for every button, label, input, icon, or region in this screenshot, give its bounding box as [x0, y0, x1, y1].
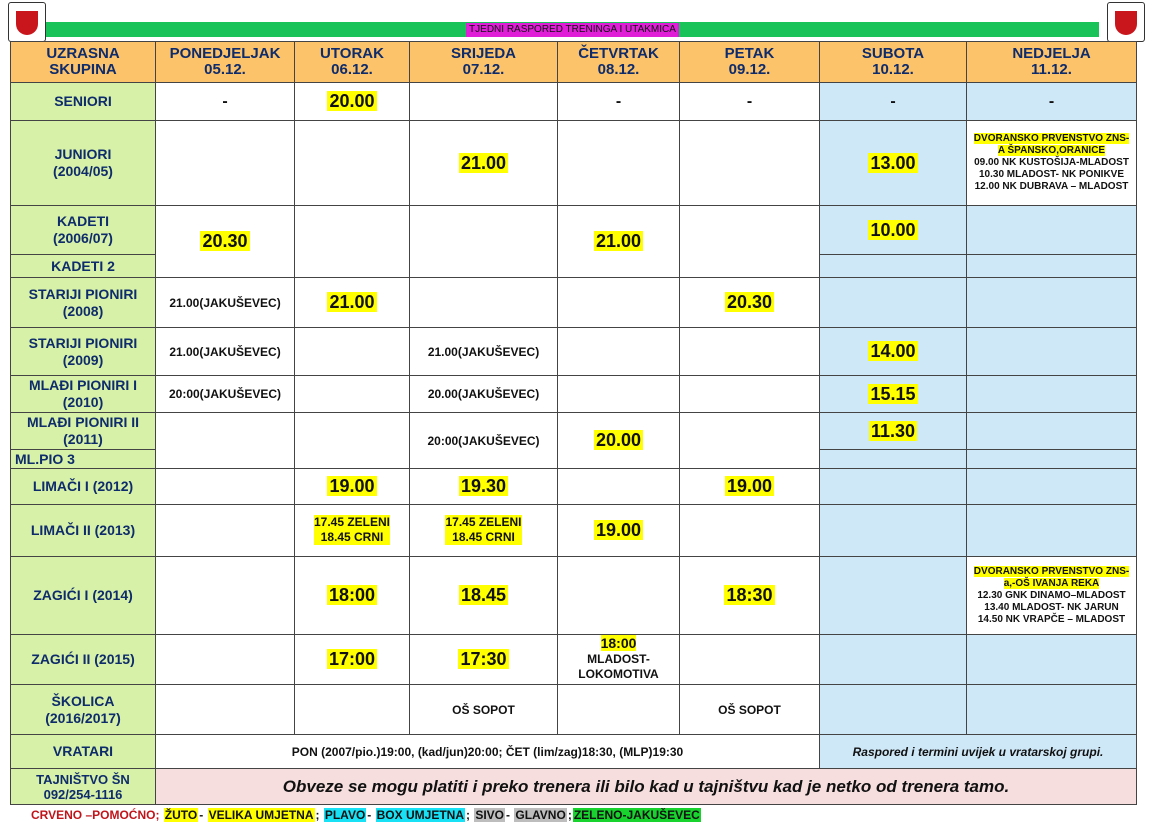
- day-header-mon: PONEDJELJAK 05.12.: [156, 42, 295, 83]
- table-row: [11, 557, 1137, 635]
- goalkeeper-note: Raspored i termini uvijek u vratarskoj grupi.: [820, 735, 1137, 769]
- schedule-cell: [558, 121, 680, 206]
- schedule-cell: 21.00(JAKUŠEVEC): [156, 278, 295, 328]
- legend-item: ;: [567, 808, 572, 822]
- legend-item: BOX UMJETNA: [376, 808, 464, 822]
- legend-item: -: [367, 808, 375, 822]
- schedule-cell: [967, 413, 1137, 450]
- schedule-cell: 21.00(JAKUŠEVEC): [410, 328, 558, 376]
- schedule-cell: 11.30: [820, 413, 967, 450]
- table-row: [11, 206, 1137, 255]
- table-row: [11, 635, 1137, 685]
- color-legend: [30, 807, 701, 823]
- schedule-cell: [558, 469, 680, 505]
- legend-item: ;: [465, 808, 474, 822]
- schedule-cell: [680, 505, 820, 557]
- group-label: MLAĐI PIONIRI II (2011): [11, 413, 156, 450]
- schedule-cell: [967, 206, 1137, 255]
- schedule-cell: [967, 376, 1137, 413]
- schedule-cell: [558, 685, 680, 735]
- legend-item: ŽUTO: [164, 808, 198, 822]
- schedule-cell: [410, 278, 558, 328]
- schedule-cell: -: [558, 83, 680, 121]
- table-row: [11, 376, 1137, 413]
- goalkeeper-schedule: PON (2007/pio.)19:00, (kad/jun)20:00; ČET (lim/zag)18:30, (MLP)19:30: [156, 735, 820, 769]
- schedule-cell: OŠ SOPOT: [680, 685, 820, 735]
- schedule-cell: 19.00: [680, 469, 820, 505]
- club-logo-right: [1107, 2, 1145, 42]
- schedule-cell: 18:00: [295, 557, 410, 635]
- day-header-sun: NEDJELJA 11.12.: [967, 42, 1137, 83]
- schedule-cell: 20.00(JAKUŠEVEC): [410, 376, 558, 413]
- schedule-cell: [820, 450, 967, 469]
- table-row: [11, 121, 1137, 206]
- schedule-cell: 18:30: [680, 557, 820, 635]
- group-label: STARIJI PIONIRI (2009): [11, 328, 156, 376]
- schedule-cell: [680, 635, 820, 685]
- table-row: [11, 685, 1137, 735]
- schedule-cell: 17:00: [295, 635, 410, 685]
- group-label: LIMAČI II (2013): [11, 505, 156, 557]
- schedule-cell: [820, 557, 967, 635]
- schedule-cell: [295, 413, 410, 469]
- schedule-cell: [295, 206, 410, 278]
- schedule-cell: 20:00(JAKUŠEVEC): [156, 376, 295, 413]
- schedule-cell: 14.00: [820, 328, 967, 376]
- schedule-cell: 10.00: [820, 206, 967, 255]
- schedule-cell: 21.00: [558, 206, 680, 278]
- schedule-cell: [295, 685, 410, 735]
- schedule-cell: [680, 376, 820, 413]
- header-row: [11, 42, 1137, 83]
- group-label: JUNIORI (2004/05): [11, 121, 156, 206]
- group-label: ML.PIO 3: [11, 450, 156, 469]
- schedule-cell: 21.00: [295, 278, 410, 328]
- group-label: SENIORI: [11, 83, 156, 121]
- schedule-cell: [967, 450, 1137, 469]
- schedule-cell: [558, 557, 680, 635]
- table-row: [11, 83, 1137, 121]
- schedule-cell: 21.00: [410, 121, 558, 206]
- day-header-wed: SRIJEDA 07.12.: [410, 42, 558, 83]
- legend-item: ;: [315, 808, 323, 822]
- schedule-cell: -: [820, 83, 967, 121]
- group-label: ŠKOLICA (2016/2017): [11, 685, 156, 735]
- legend-item: ZELENO-JAKUŠEVEC: [573, 808, 700, 822]
- schedule-cell: [295, 121, 410, 206]
- schedule-cell: [820, 635, 967, 685]
- schedule-cell: [967, 278, 1137, 328]
- schedule-cell: [558, 376, 680, 413]
- day-header-tue: UTORAK 06.12.: [295, 42, 410, 83]
- schedule-cell: [967, 685, 1137, 735]
- schedule-cell: [967, 469, 1137, 505]
- schedule-cell: 20.00: [558, 413, 680, 469]
- group-label: ZAGIĆI II (2015): [11, 635, 156, 685]
- group-label: LIMAČI I (2012): [11, 469, 156, 505]
- legend-item: VELIKA UMJETNA: [208, 808, 314, 822]
- schedule-cell: [680, 206, 820, 278]
- schedule-cell: 13.00: [820, 121, 967, 206]
- group-label: KADETI 2: [11, 255, 156, 278]
- schedule-cell: [967, 255, 1137, 278]
- schedule-cell: 19.30: [410, 469, 558, 505]
- schedule-cell: [820, 505, 967, 557]
- legend-item: SIVO: [475, 808, 505, 822]
- table-row: [11, 735, 1137, 769]
- match-info-cell: DVORANSKO PRVENSTVO ZNS- A ŠPANSKO,ORANICE 09.00 NK KUSTOŠIJA-MLADOST 10.30 MLADOST- NK PONIKVE 12.00 NK DUBRAVA – MLADOST: [967, 121, 1137, 206]
- legend-item: CRVENO –POMOĆNO;: [31, 808, 163, 822]
- schedule-cell: [680, 413, 820, 469]
- legend-item: -: [199, 808, 207, 822]
- schedule-cell: [156, 469, 295, 505]
- schedule-cell: [820, 469, 967, 505]
- schedule-cell: [820, 278, 967, 328]
- schedule-cell: [410, 206, 558, 278]
- schedule-cell: 21.00(JAKUŠEVEC): [156, 328, 295, 376]
- schedule-cell: [820, 685, 967, 735]
- legend-item: PLAVO: [324, 808, 366, 822]
- schedule-cell: [156, 505, 295, 557]
- day-header-sat: SUBOTA 10.12.: [820, 42, 967, 83]
- page-title: TJEDNI RASPORED TRENINGA I UTAKMICA: [466, 23, 679, 37]
- schedule-cell: -: [967, 83, 1137, 121]
- schedule-cell: [558, 328, 680, 376]
- schedule-cell: 19.00: [295, 469, 410, 505]
- footer-note: Obveze se mogu platiti i preko trenera ili bilo kad u tajništvu kad je netko od trenera tamo.: [156, 769, 1137, 805]
- schedule-cell: [967, 635, 1137, 685]
- table-row: [11, 469, 1137, 505]
- group-label: STARIJI PIONIRI (2008): [11, 278, 156, 328]
- title-bar: [46, 22, 1099, 37]
- day-header-thu: ČETVRTAK 08.12.: [558, 42, 680, 83]
- schedule-cell: 19.00: [558, 505, 680, 557]
- schedule-cell: [295, 328, 410, 376]
- schedule-cell: 17.45 ZELENI 18.45 CRNI: [410, 505, 558, 557]
- schedule-table: [10, 41, 1137, 805]
- table-row: [11, 328, 1137, 376]
- schedule-cell: [156, 685, 295, 735]
- schedule-cell: 18.45: [410, 557, 558, 635]
- club-logo-left: [8, 2, 46, 42]
- table-row: [11, 769, 1137, 805]
- secretariat-contact: TAJNIŠTVO ŠN 092/254-1116: [11, 769, 156, 805]
- schedule-cell: [558, 278, 680, 328]
- schedule-cell: 17:30: [410, 635, 558, 685]
- shield-icon: [16, 11, 38, 35]
- schedule-cell: [156, 121, 295, 206]
- schedule-cell: [967, 328, 1137, 376]
- schedule-cell: [680, 328, 820, 376]
- group-label: MLAĐI PIONIRI I (2010): [11, 376, 156, 413]
- schedule-cell: [156, 557, 295, 635]
- group-column-header: UZRASNA SKUPINA: [11, 42, 156, 83]
- schedule-cell: 15.15: [820, 376, 967, 413]
- schedule-cell: [295, 376, 410, 413]
- group-label: ZAGIĆI I (2014): [11, 557, 156, 635]
- schedule-cell: 20.30: [156, 206, 295, 278]
- table-row: [11, 413, 1137, 450]
- schedule-cell: -: [156, 83, 295, 121]
- shield-icon: [1115, 11, 1137, 35]
- group-label: KADETI (2006/07): [11, 206, 156, 255]
- schedule-cell: 18:00 MLADOST- LOKOMOTIVA: [558, 635, 680, 685]
- schedule-cell: [156, 413, 295, 469]
- day-header-fri: PETAK 09.12.: [680, 42, 820, 83]
- legend-item: -: [506, 808, 514, 822]
- schedule-cell: -: [680, 83, 820, 121]
- schedule-cell: [156, 635, 295, 685]
- table-row: [11, 278, 1137, 328]
- schedule-cell: 20.00: [295, 83, 410, 121]
- schedule-cell: OŠ SOPOT: [410, 685, 558, 735]
- table-row: [11, 505, 1137, 557]
- schedule-cell: 17.45 ZELENI 18.45 CRNI: [295, 505, 410, 557]
- schedule-cell: [820, 255, 967, 278]
- match-info-cell: DVORANSKO PRVENSTVO ZNS- a,-OŠ IVANJA REKA 12.30 GNK DINAMO–MLADOST 13.40 MLADOST- NK JARUN 14.50 NK VRAPČE – MLADOST: [967, 557, 1137, 635]
- schedule-cell: 20:00(JAKUŠEVEC): [410, 413, 558, 469]
- schedule-cell: [680, 121, 820, 206]
- schedule-cell: 20.30: [680, 278, 820, 328]
- schedule-cell: [967, 505, 1137, 557]
- schedule-cell: [410, 83, 558, 121]
- group-label: VRATARI: [11, 735, 156, 769]
- legend-item: GLAVNO: [515, 808, 566, 822]
